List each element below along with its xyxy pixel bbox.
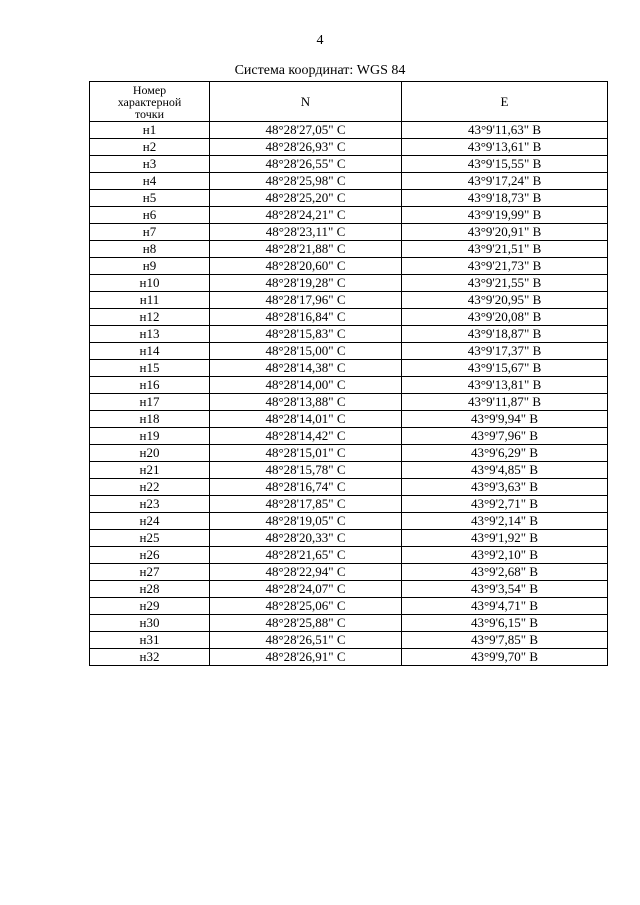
table-row: [90, 122, 608, 139]
table-row: [90, 343, 608, 360]
point-number-cell: н22: [90, 479, 210, 496]
page-number: 4: [316, 33, 324, 48]
north-coordinate-cell: 48°28'25,98" С: [210, 173, 402, 190]
table-row: [90, 224, 608, 241]
east-coordinate-cell: 43°9'17,37" В: [402, 343, 608, 360]
east-coordinate-cell: 43°9'9,70" В: [402, 649, 608, 666]
point-number-cell: н16: [90, 377, 210, 394]
east-coordinate-cell: 43°9'3,63" В: [402, 479, 608, 496]
table-row: [90, 564, 608, 581]
north-coordinate-cell: 48°28'25,06" С: [210, 598, 402, 615]
east-coordinate-cell: 43°9'9,94" В: [402, 411, 608, 428]
table-row: [90, 377, 608, 394]
east-coordinate-cell: 43°9'15,67" В: [402, 360, 608, 377]
east-coordinate-cell: 43°9'11,63" В: [402, 122, 608, 139]
point-number-cell: н5: [90, 190, 210, 207]
table-row: [90, 326, 608, 343]
north-coordinate-cell: 48°28'24,07" С: [210, 581, 402, 598]
table-row: [90, 632, 608, 649]
east-coordinate-cell: 43°9'2,71" В: [402, 496, 608, 513]
east-coordinate-cell: 43°9'6,29" В: [402, 445, 608, 462]
north-coordinate-cell: 48°28'26,91" С: [210, 649, 402, 666]
table-row: [90, 581, 608, 598]
point-number-cell: н23: [90, 496, 210, 513]
table-row: [90, 309, 608, 326]
east-coordinate-cell: 43°9'21,73" В: [402, 258, 608, 275]
east-coordinate-cell: 43°9'1,92" В: [402, 530, 608, 547]
point-number-cell: н21: [90, 462, 210, 479]
table-row: [90, 411, 608, 428]
table-row: [90, 360, 608, 377]
east-coordinate-cell: 43°9'18,87" В: [402, 326, 608, 343]
north-coordinate-cell: 48°28'25,88" С: [210, 615, 402, 632]
header-point-line: Номер: [132, 82, 167, 97]
north-coordinate-cell: 48°28'15,01" С: [210, 445, 402, 462]
east-coordinate-cell: 43°9'2,10" В: [402, 547, 608, 564]
north-coordinate-cell: 48°28'17,85" С: [210, 496, 402, 513]
north-coordinate-cell: 48°28'26,93" С: [210, 139, 402, 156]
east-coordinate-cell: 43°9'21,51" В: [402, 241, 608, 258]
table-header: [90, 82, 608, 122]
table-row: [90, 258, 608, 275]
point-number-cell: н1: [90, 122, 210, 139]
north-coordinate-cell: 48°28'16,74" С: [210, 479, 402, 496]
point-number-cell: н20: [90, 445, 210, 462]
east-coordinate-cell: 43°9'11,87" В: [402, 394, 608, 411]
table-row: [90, 275, 608, 292]
table-row: [90, 547, 608, 564]
east-coordinate-cell: 43°9'15,55" В: [402, 156, 608, 173]
point-number-cell: н13: [90, 326, 210, 343]
north-coordinate-cell: 48°28'22,94" С: [210, 564, 402, 581]
east-coordinate-cell: 43°9'6,15" В: [402, 615, 608, 632]
north-coordinate-cell: 48°28'26,51" С: [210, 632, 402, 649]
point-number-cell: н2: [90, 139, 210, 156]
east-coordinate-cell: 43°9'13,61" В: [402, 139, 608, 156]
point-number-cell: н15: [90, 360, 210, 377]
north-coordinate-cell: 48°28'21,65" С: [210, 547, 402, 564]
table-row: [90, 292, 608, 309]
point-number-cell: н14: [90, 343, 210, 360]
north-coordinate-cell: 48°28'21,88" С: [210, 241, 402, 258]
table-row: [90, 649, 608, 666]
point-number-cell: н17: [90, 394, 210, 411]
table-row: [90, 462, 608, 479]
north-coordinate-cell: 48°28'19,05" С: [210, 513, 402, 530]
point-number-cell: н18: [90, 411, 210, 428]
table-title: Система координат: WGS 84: [234, 63, 406, 78]
point-number-cell: н6: [90, 207, 210, 224]
point-number-cell: н29: [90, 598, 210, 615]
north-coordinate-cell: 48°28'23,11" С: [210, 224, 402, 241]
point-number-cell: н27: [90, 564, 210, 581]
point-number-cell: н3: [90, 156, 210, 173]
east-coordinate-cell: 43°9'20,91" В: [402, 224, 608, 241]
north-coordinate-cell: 48°28'26,55" С: [210, 156, 402, 173]
table-body: [90, 122, 608, 666]
point-number-cell: н12: [90, 309, 210, 326]
point-number-cell: н30: [90, 615, 210, 632]
table-row: [90, 479, 608, 496]
north-coordinate-cell: 48°28'19,28" С: [210, 275, 402, 292]
point-number-cell: н26: [90, 547, 210, 564]
east-coordinate-cell: 43°9'21,55" В: [402, 275, 608, 292]
table-row: [90, 496, 608, 513]
north-coordinate-cell: 48°28'27,05" С: [210, 122, 402, 139]
point-number-cell: н7: [90, 224, 210, 241]
table-row: [90, 394, 608, 411]
point-number-cell: н8: [90, 241, 210, 258]
east-coordinate-cell: 43°9'7,96" В: [402, 428, 608, 445]
east-coordinate-cell: 43°9'2,68" В: [402, 564, 608, 581]
header-point-line: точки: [134, 106, 165, 121]
east-coordinate-cell: 43°9'17,24" В: [402, 173, 608, 190]
north-coordinate-cell: 48°28'14,38" С: [210, 360, 402, 377]
north-coordinate-cell: 48°28'15,83" С: [210, 326, 402, 343]
north-coordinate-cell: 48°28'14,42" С: [210, 428, 402, 445]
table-row: [90, 513, 608, 530]
point-number-cell: н9: [90, 258, 210, 275]
coordinates-table: [89, 81, 608, 666]
east-coordinate-cell: 43°9'3,54" В: [402, 581, 608, 598]
east-coordinate-cell: 43°9'2,14" В: [402, 513, 608, 530]
north-coordinate-cell: 48°28'20,60" С: [210, 258, 402, 275]
east-coordinate-cell: 43°9'20,08" В: [402, 309, 608, 326]
east-coordinate-cell: 43°9'4,85" В: [402, 462, 608, 479]
point-number-cell: н19: [90, 428, 210, 445]
east-coordinate-cell: 43°9'7,85" В: [402, 632, 608, 649]
point-number-cell: н10: [90, 275, 210, 292]
table-row: [90, 615, 608, 632]
table-row: [90, 530, 608, 547]
table-row: [90, 139, 608, 156]
north-coordinate-cell: 48°28'14,01" С: [210, 411, 402, 428]
table-row: [90, 173, 608, 190]
point-number-cell: н31: [90, 632, 210, 649]
north-coordinate-cell: 48°28'20,33" С: [210, 530, 402, 547]
table-row: [90, 156, 608, 173]
header-east: E: [402, 82, 608, 122]
header-point-line: характерной: [117, 94, 182, 109]
east-coordinate-cell: 43°9'18,73" В: [402, 190, 608, 207]
north-coordinate-cell: 48°28'25,20" С: [210, 190, 402, 207]
north-coordinate-cell: 48°28'16,84" С: [210, 309, 402, 326]
point-number-cell: н28: [90, 581, 210, 598]
east-coordinate-cell: 43°9'4,71" В: [402, 598, 608, 615]
table-row: [90, 190, 608, 207]
north-coordinate-cell: 48°28'17,96" С: [210, 292, 402, 309]
point-number-cell: н11: [90, 292, 210, 309]
point-number-cell: н32: [90, 649, 210, 666]
table-row: [90, 598, 608, 615]
east-coordinate-cell: 43°9'13,81" В: [402, 377, 608, 394]
table-row: [90, 428, 608, 445]
table-row: [90, 241, 608, 258]
point-number-cell: н4: [90, 173, 210, 190]
north-coordinate-cell: 48°28'14,00" С: [210, 377, 402, 394]
north-coordinate-cell: 48°28'13,88" С: [210, 394, 402, 411]
north-coordinate-cell: 48°28'24,21" С: [210, 207, 402, 224]
north-coordinate-cell: 48°28'15,00" С: [210, 343, 402, 360]
east-coordinate-cell: 43°9'20,95" В: [402, 292, 608, 309]
north-coordinate-cell: 48°28'15,78" С: [210, 462, 402, 479]
table-row: [90, 445, 608, 462]
header-point-number: [90, 82, 210, 122]
point-number-cell: н25: [90, 530, 210, 547]
header-north: N: [210, 82, 402, 122]
point-number-cell: н24: [90, 513, 210, 530]
east-coordinate-cell: 43°9'19,99" В: [402, 207, 608, 224]
table-row: [90, 207, 608, 224]
header-row: [90, 82, 608, 122]
